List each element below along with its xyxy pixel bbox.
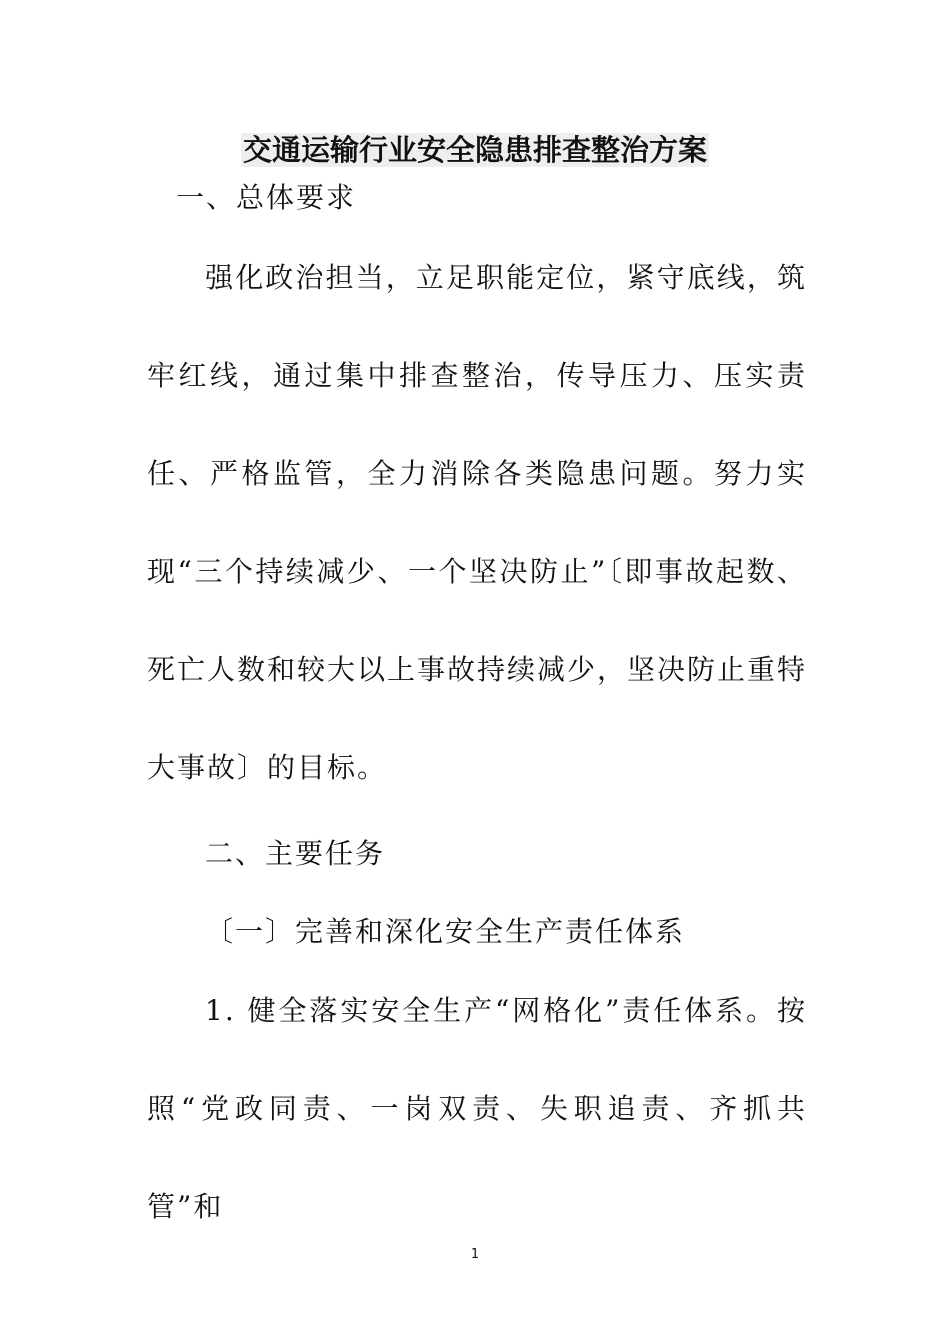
section-heading-general-requirements: 一、总体要求 <box>176 181 357 214</box>
paragraph-general-requirements-text: 强化政治担当，立足职能定位，紧守底线，筑牢红线，通过集中排查整治，传导压力、压实责任、严格监管，全力消除各类隐患问题。努力实现“三个持续减少、一个坚决防止”〔即事故起数、死亡人数和较大以上事故持续减少，坚决防止重特大事故〕的目标。 <box>147 261 808 784</box>
section-heading-main-tasks: 二、主要任务 <box>205 837 386 870</box>
page-number: 1 <box>470 1247 480 1262</box>
paragraph-item-1 <box>147 962 807 1256</box>
document-title <box>0 130 950 170</box>
paragraph-item-1-text: 1. 健全落实安全生产“网格化”责任体系。按照“党政同责、一岗双责、失职追责、齐抓共管”和 <box>147 994 807 1223</box>
subsection-heading-responsibility-system: 〔一〕完善和深化安全生产责任体系 <box>205 915 686 948</box>
document-title-text: 交通运输行业安全隐患排查整治方案 <box>242 133 707 167</box>
paragraph-general-requirements <box>147 229 807 817</box>
